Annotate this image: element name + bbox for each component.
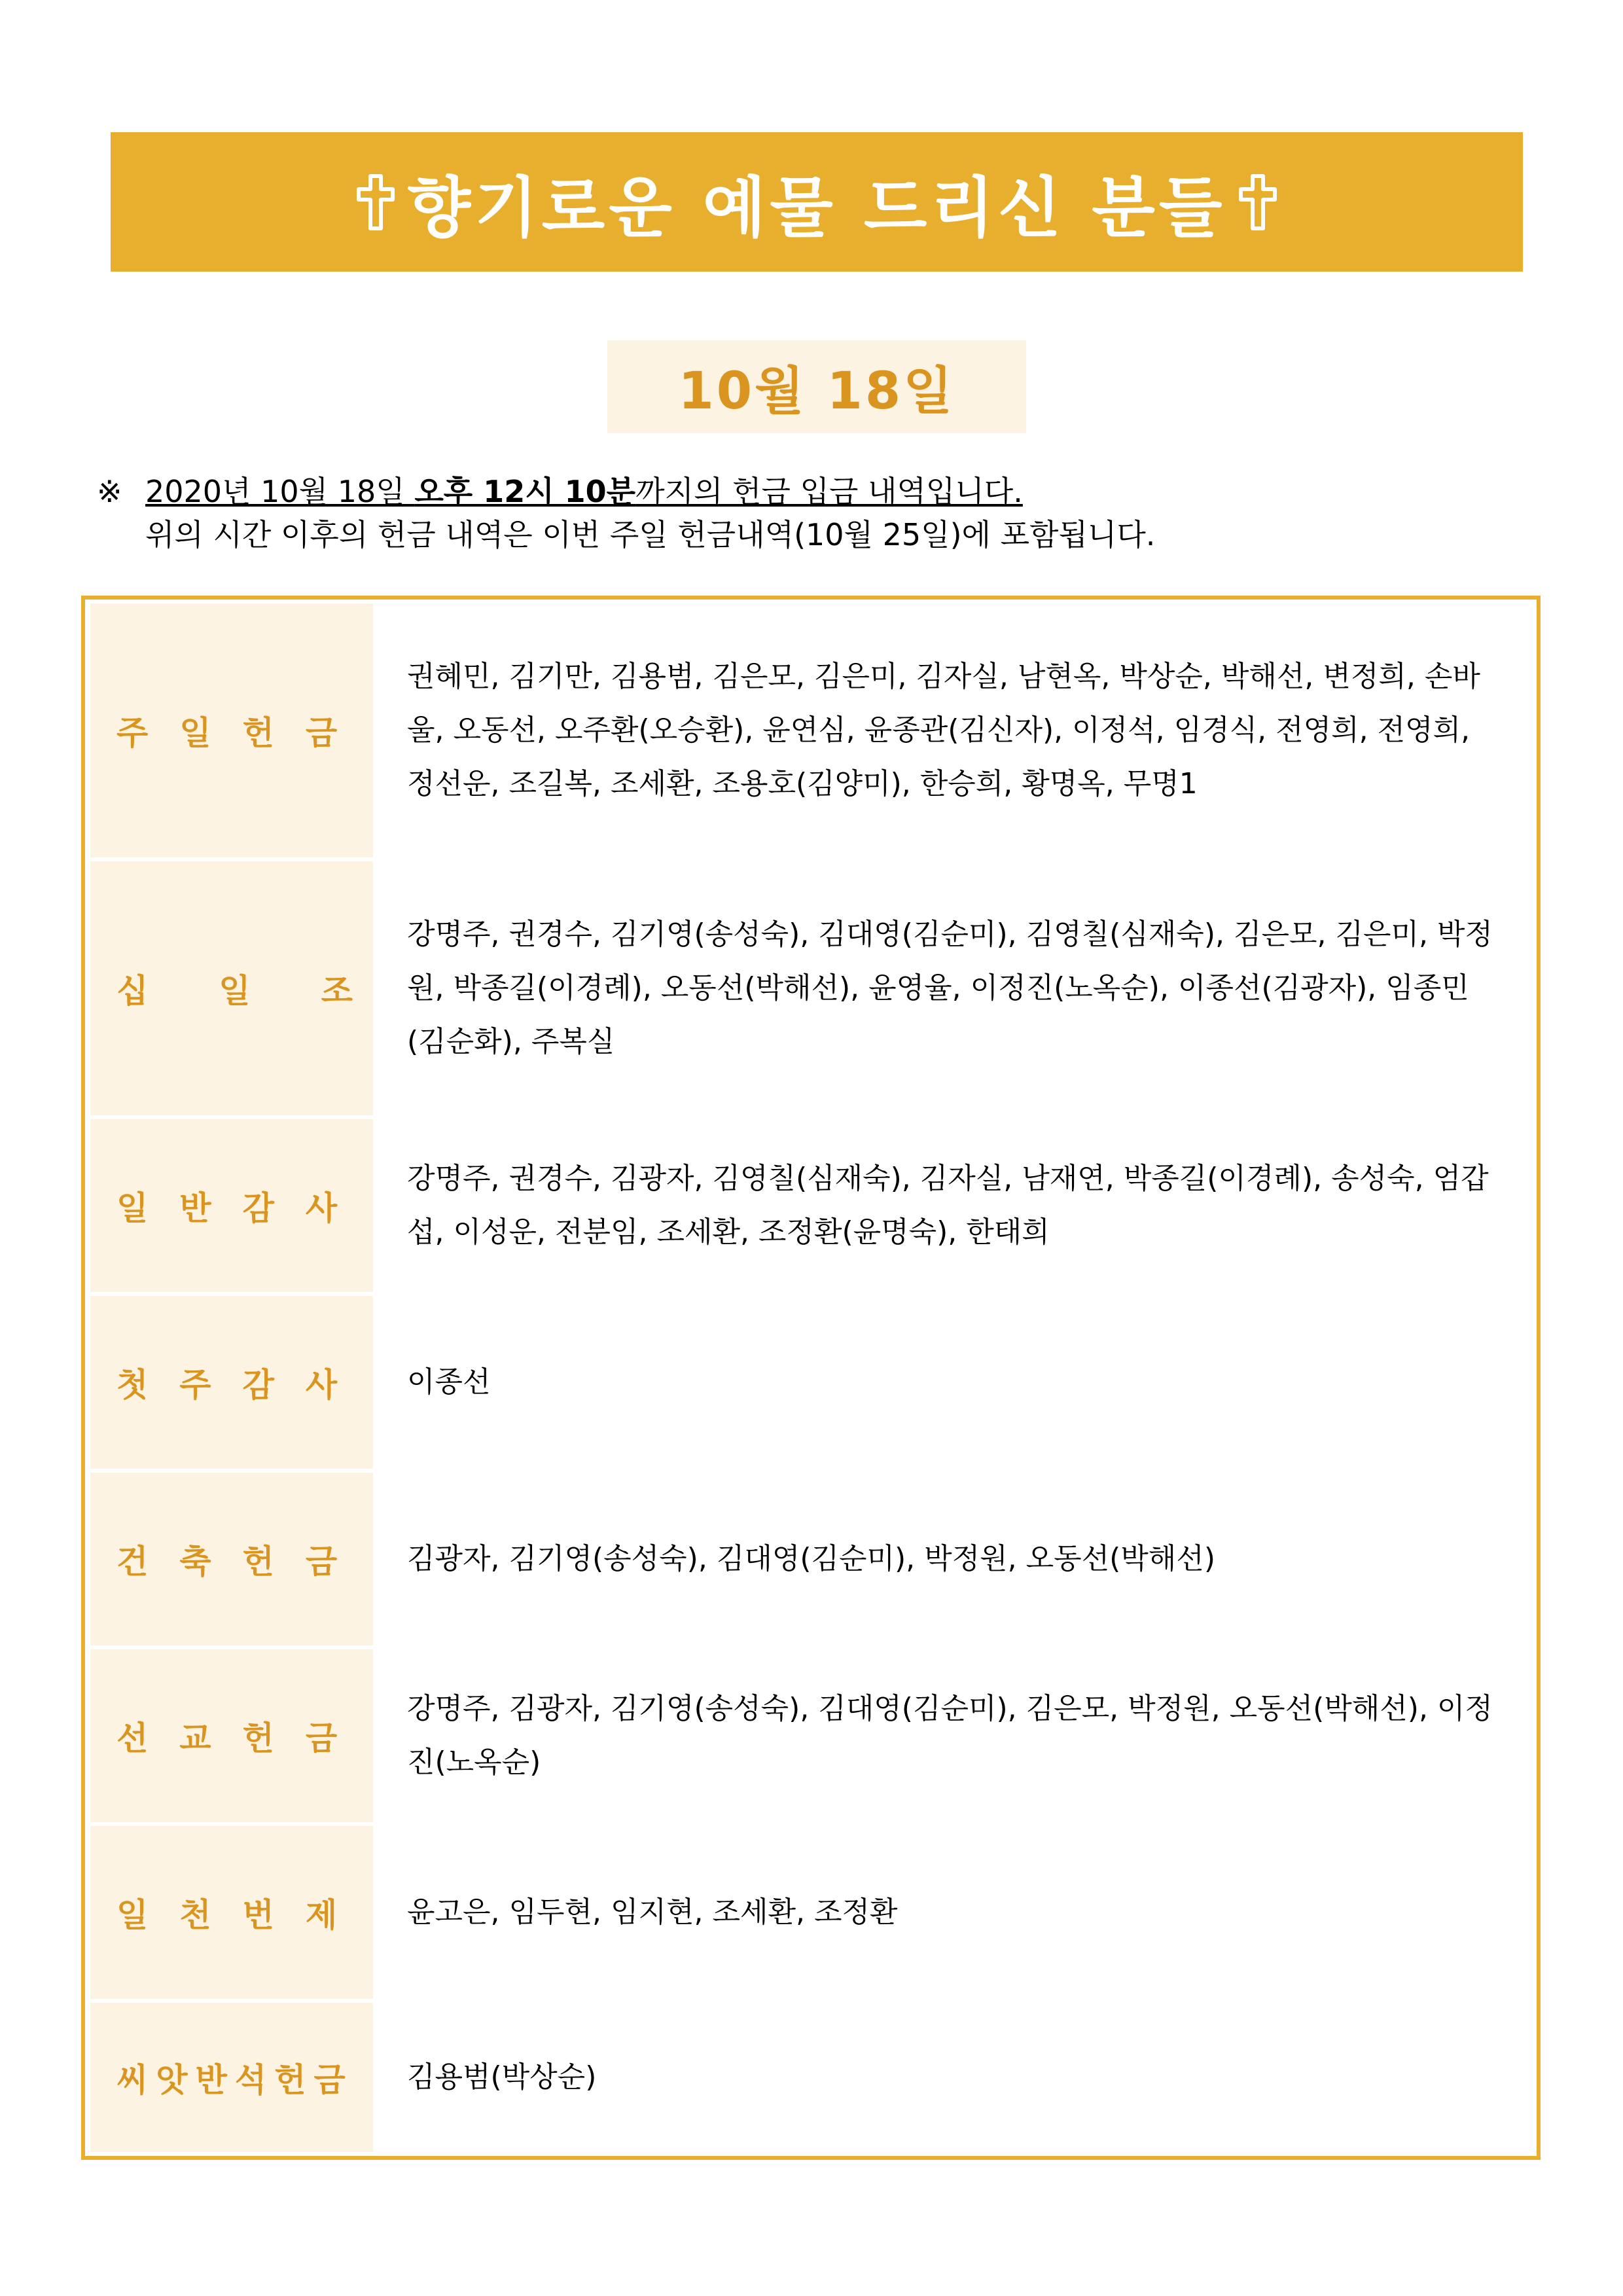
date-label: 10월 18일 <box>678 362 955 421</box>
notice-line-1 <box>145 474 1023 509</box>
notice <box>97 470 1155 556</box>
row-label: 첫주감사 <box>90 1296 373 1469</box>
row-names: 김용범(박상순) <box>407 2060 597 2094</box>
table-row <box>90 1826 1533 2003</box>
notice-line-2: 위의 시간 이후의 헌금 내역은 이번 주일 헌금내역(10월 25일)에 포함됩니다. <box>145 517 1156 552</box>
table-row <box>90 1119 1533 1296</box>
row-label: 십일조 <box>90 861 373 1115</box>
cross-icon <box>1238 173 1277 231</box>
row-names: 이종선 <box>407 1365 491 1399</box>
table-row <box>90 861 1533 1119</box>
row-names: 강명주, 권경수, 김기영(송성숙), 김대영(김순미), 김영칠(심재숙), 김은모, 김은미, 박정원, 박종길(이경례), 오동선(박해선), 윤영율, 이정진(노옥순), 이종선(김광자), 임종민(김순화), 주복실 <box>407 918 1493 1058</box>
row-names: 김광자, 김기영(송성숙), 김대영(김순미), 박정원, 오동선(박해선) <box>407 1542 1215 1575</box>
row-names: 강명주, 권경수, 김광자, 김영칠(심재숙), 김자실, 남재연, 박종길(이경례), 송성숙, 엄갑섭, 이성운, 전분임, 조세환, 조정환(윤명숙), 한태희 <box>407 1162 1489 1249</box>
row-names: 권혜민, 김기만, 김용범, 김은모, 김은미, 김자실, 남현옥, 박상순, 박해선, 변정희, 손바울, 오동선, 오주환(오승환), 윤연심, 윤종관(김신자), 이정석, 임경식, 전영희, 전영희, 정선운, 조길복, 조세환, 조용호(김양미), 한승희, 황명옥, 무명1 <box>407 660 1480 800</box>
notice-line-1-c: 까지의 헌금 입금 내역입니다. <box>635 474 1023 509</box>
offering-table <box>81 596 1541 2160</box>
notice-line-1-a: 2020년 10월 18일 <box>145 474 415 509</box>
row-label: 건축헌금 <box>90 1473 373 1645</box>
row-label: 씨앗반석헌금 <box>90 2003 373 2152</box>
title-banner <box>111 132 1523 272</box>
cross-icon <box>356 173 395 231</box>
table-row <box>90 1296 1533 1473</box>
row-label: 선교헌금 <box>90 1649 373 1822</box>
notice-mark: ※ <box>97 474 122 509</box>
row-label: 주일헌금 <box>90 603 373 857</box>
table-row <box>90 1649 1533 1826</box>
table-row <box>90 603 1533 861</box>
row-names: 강명주, 김광자, 김기영(송성숙), 김대영(김순미), 김은모, 박정원, 오동선(박해선), 이정진(노옥순) <box>407 1692 1493 1779</box>
page-title: 향기로운 예물 드리신 분들 <box>407 169 1226 246</box>
row-names: 윤고은, 임두현, 임지현, 조세환, 조정환 <box>407 1895 898 1929</box>
table-row <box>90 1473 1533 1649</box>
notice-line-1-time: 오후 12시 10분 <box>414 474 636 509</box>
table-row <box>90 2003 1533 2152</box>
row-label: 일천번제 <box>90 1826 373 1999</box>
date-box <box>607 340 1026 433</box>
row-label: 일반감사 <box>90 1119 373 1292</box>
